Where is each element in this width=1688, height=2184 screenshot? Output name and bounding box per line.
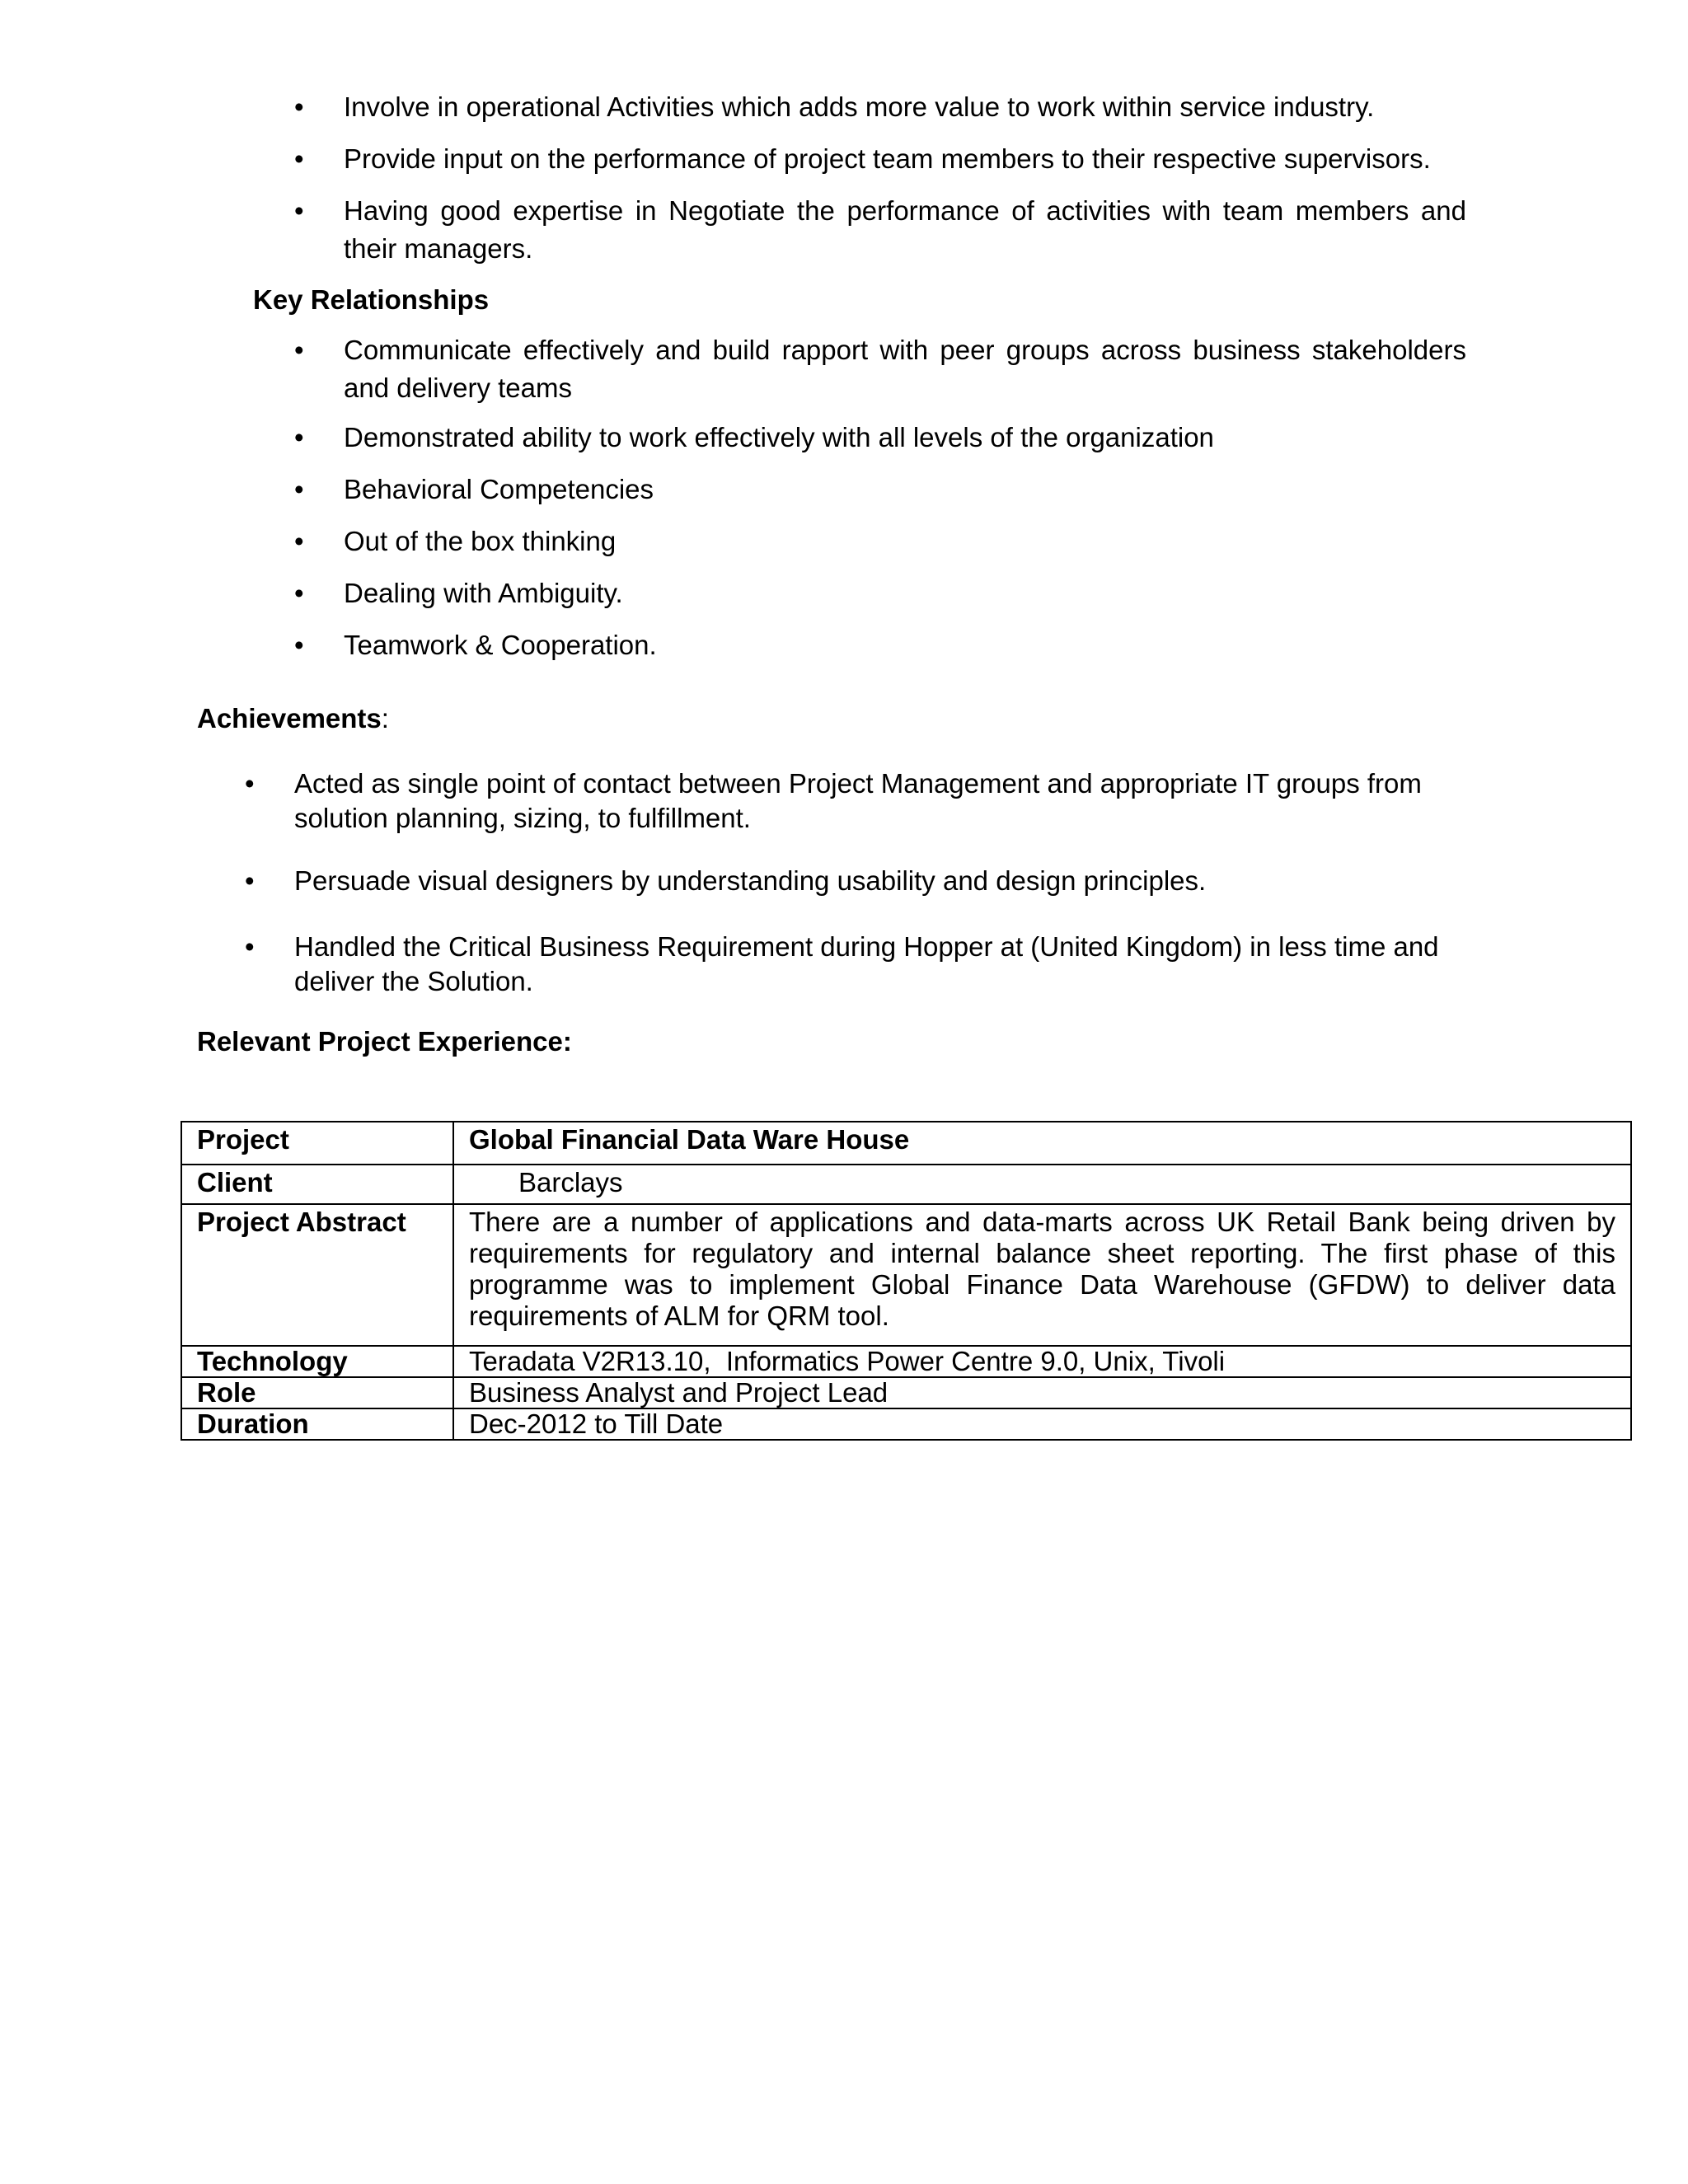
list-item-text: Persuade visual designers by understanding usability and design principles. xyxy=(294,865,1207,896)
list-item-text: Acted as single point of contact between Project Management and appropriate IT groups from solution planning, sizing, to fulfillment. xyxy=(294,768,1422,833)
list-item xyxy=(294,331,1466,407)
table-row xyxy=(181,1204,1631,1346)
list-item xyxy=(245,930,1465,999)
table-row xyxy=(181,1377,1631,1408)
duration-label: Duration xyxy=(181,1408,453,1440)
technology-value: Teradata V2R13.10, Informatics Power Centre 9.0, Unix, Tivoli xyxy=(453,1346,1631,1377)
bullet-icon: • xyxy=(245,768,255,799)
list-item xyxy=(245,766,1465,836)
client-value: Barclays xyxy=(518,1167,623,1197)
project-experience-heading: Relevant Project Experience: xyxy=(197,1026,572,1057)
table-row xyxy=(181,1346,1631,1377)
list-item xyxy=(294,140,1466,178)
bullet-icon: • xyxy=(294,526,304,556)
list-item xyxy=(294,574,1466,612)
list-item-text: Behavioral Competencies xyxy=(344,474,654,504)
list-item-text: Out of the box thinking xyxy=(344,526,617,556)
abstract-value: There are a number of applications and data-marts across UK Retail Bank being driven by requirements for regulatory and internal balance sheet reporting. The first phase of this programme was to implement Global Finance Data Warehouse (GFDW) to deliver data requirements of ALM for QRM tool. xyxy=(453,1204,1631,1346)
achievements-heading-colon: : xyxy=(381,703,389,733)
bullet-icon: • xyxy=(294,578,304,608)
list-item-text: Demonstrated ability to work effectively with all levels of the organization xyxy=(344,422,1214,452)
achievements-heading xyxy=(197,701,389,736)
bullet-icon: • xyxy=(294,474,304,504)
role-label: Role xyxy=(181,1377,453,1408)
table-row xyxy=(181,1122,1631,1165)
list-item-text: Teamwork & Cooperation. xyxy=(344,630,657,660)
list-item-text: Having good expertise in Negotiate the performance of activities with team members and their managers. xyxy=(344,195,1466,264)
list-item xyxy=(294,88,1466,126)
bullet-icon: • xyxy=(294,195,304,226)
key-relationships-heading: Key Relationships xyxy=(253,284,490,315)
list-item xyxy=(294,192,1466,268)
bullet-icon: • xyxy=(294,422,304,452)
bullet-icon: • xyxy=(294,143,304,174)
list-item xyxy=(294,523,1466,560)
list-item-text: Dealing with Ambiguity. xyxy=(344,578,623,608)
client-label: Client xyxy=(181,1165,453,1204)
abstract-label: Project Abstract xyxy=(181,1204,453,1346)
bullet-icon: • xyxy=(245,865,255,896)
list-item-text: Communicate effectively and build rapport with peer groups across business stakeholders and delivery teams xyxy=(344,335,1466,403)
list-item-text: Handled the Critical Business Requirement during Hopper at (United Kingdom) in less time and deliver the Solution. xyxy=(294,931,1439,996)
technology-label: Technology xyxy=(181,1346,453,1377)
list-item xyxy=(294,419,1466,457)
duration-value: Dec-2012 to Till Date xyxy=(453,1408,1631,1440)
list-item xyxy=(245,864,1465,898)
bullet-icon: • xyxy=(294,91,304,122)
client-cell xyxy=(453,1165,1631,1204)
project-label: Project xyxy=(181,1122,453,1165)
table-row xyxy=(181,1165,1631,1204)
bullet-icon: • xyxy=(294,630,304,660)
list-item xyxy=(294,471,1466,509)
project-table xyxy=(181,1121,1632,1441)
list-item-text: Involve in operational Activities which adds more value to work within service industry. xyxy=(344,91,1375,122)
table-row xyxy=(181,1408,1631,1440)
list-item-text: Provide input on the performance of project team members to their respective supervisors. xyxy=(344,143,1431,174)
project-value: Global Financial Data Ware House xyxy=(453,1122,1631,1165)
bullet-icon: • xyxy=(245,931,255,962)
role-value: Business Analyst and Project Lead xyxy=(453,1377,1631,1408)
achievements-heading-text: Achievements xyxy=(197,703,382,733)
list-item xyxy=(294,626,1466,664)
bullet-icon: • xyxy=(294,335,304,365)
